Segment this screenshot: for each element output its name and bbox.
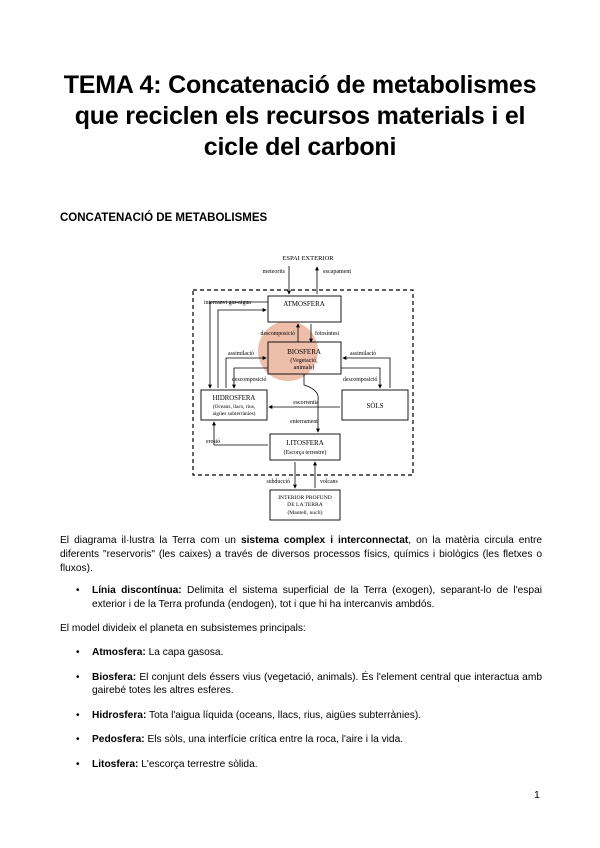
label-subduccio: subducció	[266, 479, 290, 485]
list-item-text: Delimita el sistema superficial de la Terra (exogen), separant-lo de l'espai exterior i de la Terra profunda (endogen), tot i que hi ha intercanvis ambdós.	[92, 585, 542, 610]
bullet: •	[76, 734, 80, 745]
page-title: TEMA 4: Concatenació de metabolismes que reciclen els recursos materials i el cicle del carboni	[63, 71, 537, 161]
label-biosfera-sub2: animals)	[293, 365, 315, 371]
list-item-term: Hidrosfera:	[92, 709, 147, 721]
label-litosfera-sub: (Escorça terrestre)	[283, 450, 327, 456]
label-descomposicio-left: descomposició	[232, 377, 267, 383]
bullet: •	[76, 671, 80, 683]
list-item	[60, 758, 542, 772]
flow-assim-right	[343, 358, 390, 388]
label-sols: SÒLS	[366, 402, 384, 410]
label-hidrosfera-sub1: (Oceans, llacs, rius,	[212, 404, 256, 410]
list-item-term: Atmosfera:	[92, 647, 146, 658]
label-biosfera-sub1: (Vegetació,	[290, 358, 318, 364]
list-item-text: Tota l'aigua líquida (oceans, llacs, rius, aigües subterrànies).	[146, 709, 422, 721]
list-item	[60, 671, 542, 698]
label-descomposicio-top: descomposició	[260, 331, 295, 337]
bullet: •	[76, 585, 80, 596]
paragraph-subsystems: El model divideix el planeta en subsistemes principals:	[60, 623, 306, 634]
flow-erosio	[214, 422, 268, 445]
label-atmosfera: ATMOSFERA	[283, 300, 325, 308]
paragraph-intro-bold: sistema complex i interconnectat	[240, 535, 409, 546]
list-item-term: Litosfera:	[92, 758, 139, 770]
paragraph-intro-before: El diagrama il·lustra la Terra com un	[60, 535, 241, 546]
label-assimilacio-right: assimilació	[350, 351, 377, 357]
label-erosio: erosió	[206, 439, 221, 445]
label-volcans: volcans	[320, 479, 338, 485]
list-item-text: El conjunt dels éssers vius (vegetació, animals). És l'element central que interactua amb gairebé totes les altres esferes.	[92, 671, 542, 696]
label-enterrament: enterrament	[290, 419, 318, 425]
list-item-term: Pedosfera:	[92, 734, 145, 745]
boundary-list	[60, 584, 542, 611]
label-escorrentia: escorrentia	[293, 400, 319, 406]
list-item	[60, 733, 542, 747]
label-meteorits: meteorits	[262, 269, 285, 275]
label-hidrosfera: HIDROSFERA	[212, 395, 256, 402]
bullet: •	[76, 758, 80, 770]
list-item-text: La capa gasosa.	[145, 647, 224, 658]
label-espai-exterior: ESPAI EXTERIOR	[282, 255, 334, 262]
label-interior3: (Mantell, nucli)	[287, 510, 323, 516]
list-item-term: Línia discontínua:	[92, 585, 182, 596]
list-item-text: Els sòls, una interfície crítica entre la roca, l'aire i la vida.	[144, 734, 404, 745]
flow-assim-left	[226, 358, 266, 388]
label-hidrosfera-sub2: aigües subterrànies)	[212, 411, 256, 417]
page-number: 1	[534, 789, 540, 801]
label-escapament: escapament	[323, 269, 351, 275]
label-litosfera: LITOSFERA	[286, 439, 324, 447]
label-biosfera: BIOSFERA	[287, 348, 321, 356]
subsystems-list	[60, 646, 542, 782]
bullet: •	[76, 709, 80, 721]
bullet: •	[76, 647, 80, 658]
label-fotosintesi: fotosíntesi	[315, 331, 340, 337]
label-assimilacio-left: assimilació	[228, 351, 255, 357]
label-descomposicio-right: descomposició	[343, 377, 378, 383]
earth-system-diagram	[180, 250, 430, 530]
paragraph-intro	[60, 534, 542, 576]
section-heading: CONCATENACIÓ DE METABOLISMES	[60, 212, 268, 224]
list-item	[60, 584, 542, 611]
list-item	[60, 646, 542, 660]
paragraph-intro-after: , on la matèria circula entre diferents "reservoris" (les caixes) a través de diversos processos físics, químics i biològics (les fletxes o fluxos).	[60, 535, 543, 574]
box-litosfera	[270, 434, 340, 460]
list-item-term: Biosfera:	[92, 671, 137, 683]
list-item-text: L'escorça terrestre sòlida.	[138, 758, 258, 770]
label-intercanvi: intercanvi gas-aigua	[204, 300, 251, 306]
label-interior1: INTERIOR PROFUND	[278, 495, 332, 501]
list-item	[60, 709, 542, 723]
label-interior2: DE LA TERRA	[287, 502, 323, 508]
